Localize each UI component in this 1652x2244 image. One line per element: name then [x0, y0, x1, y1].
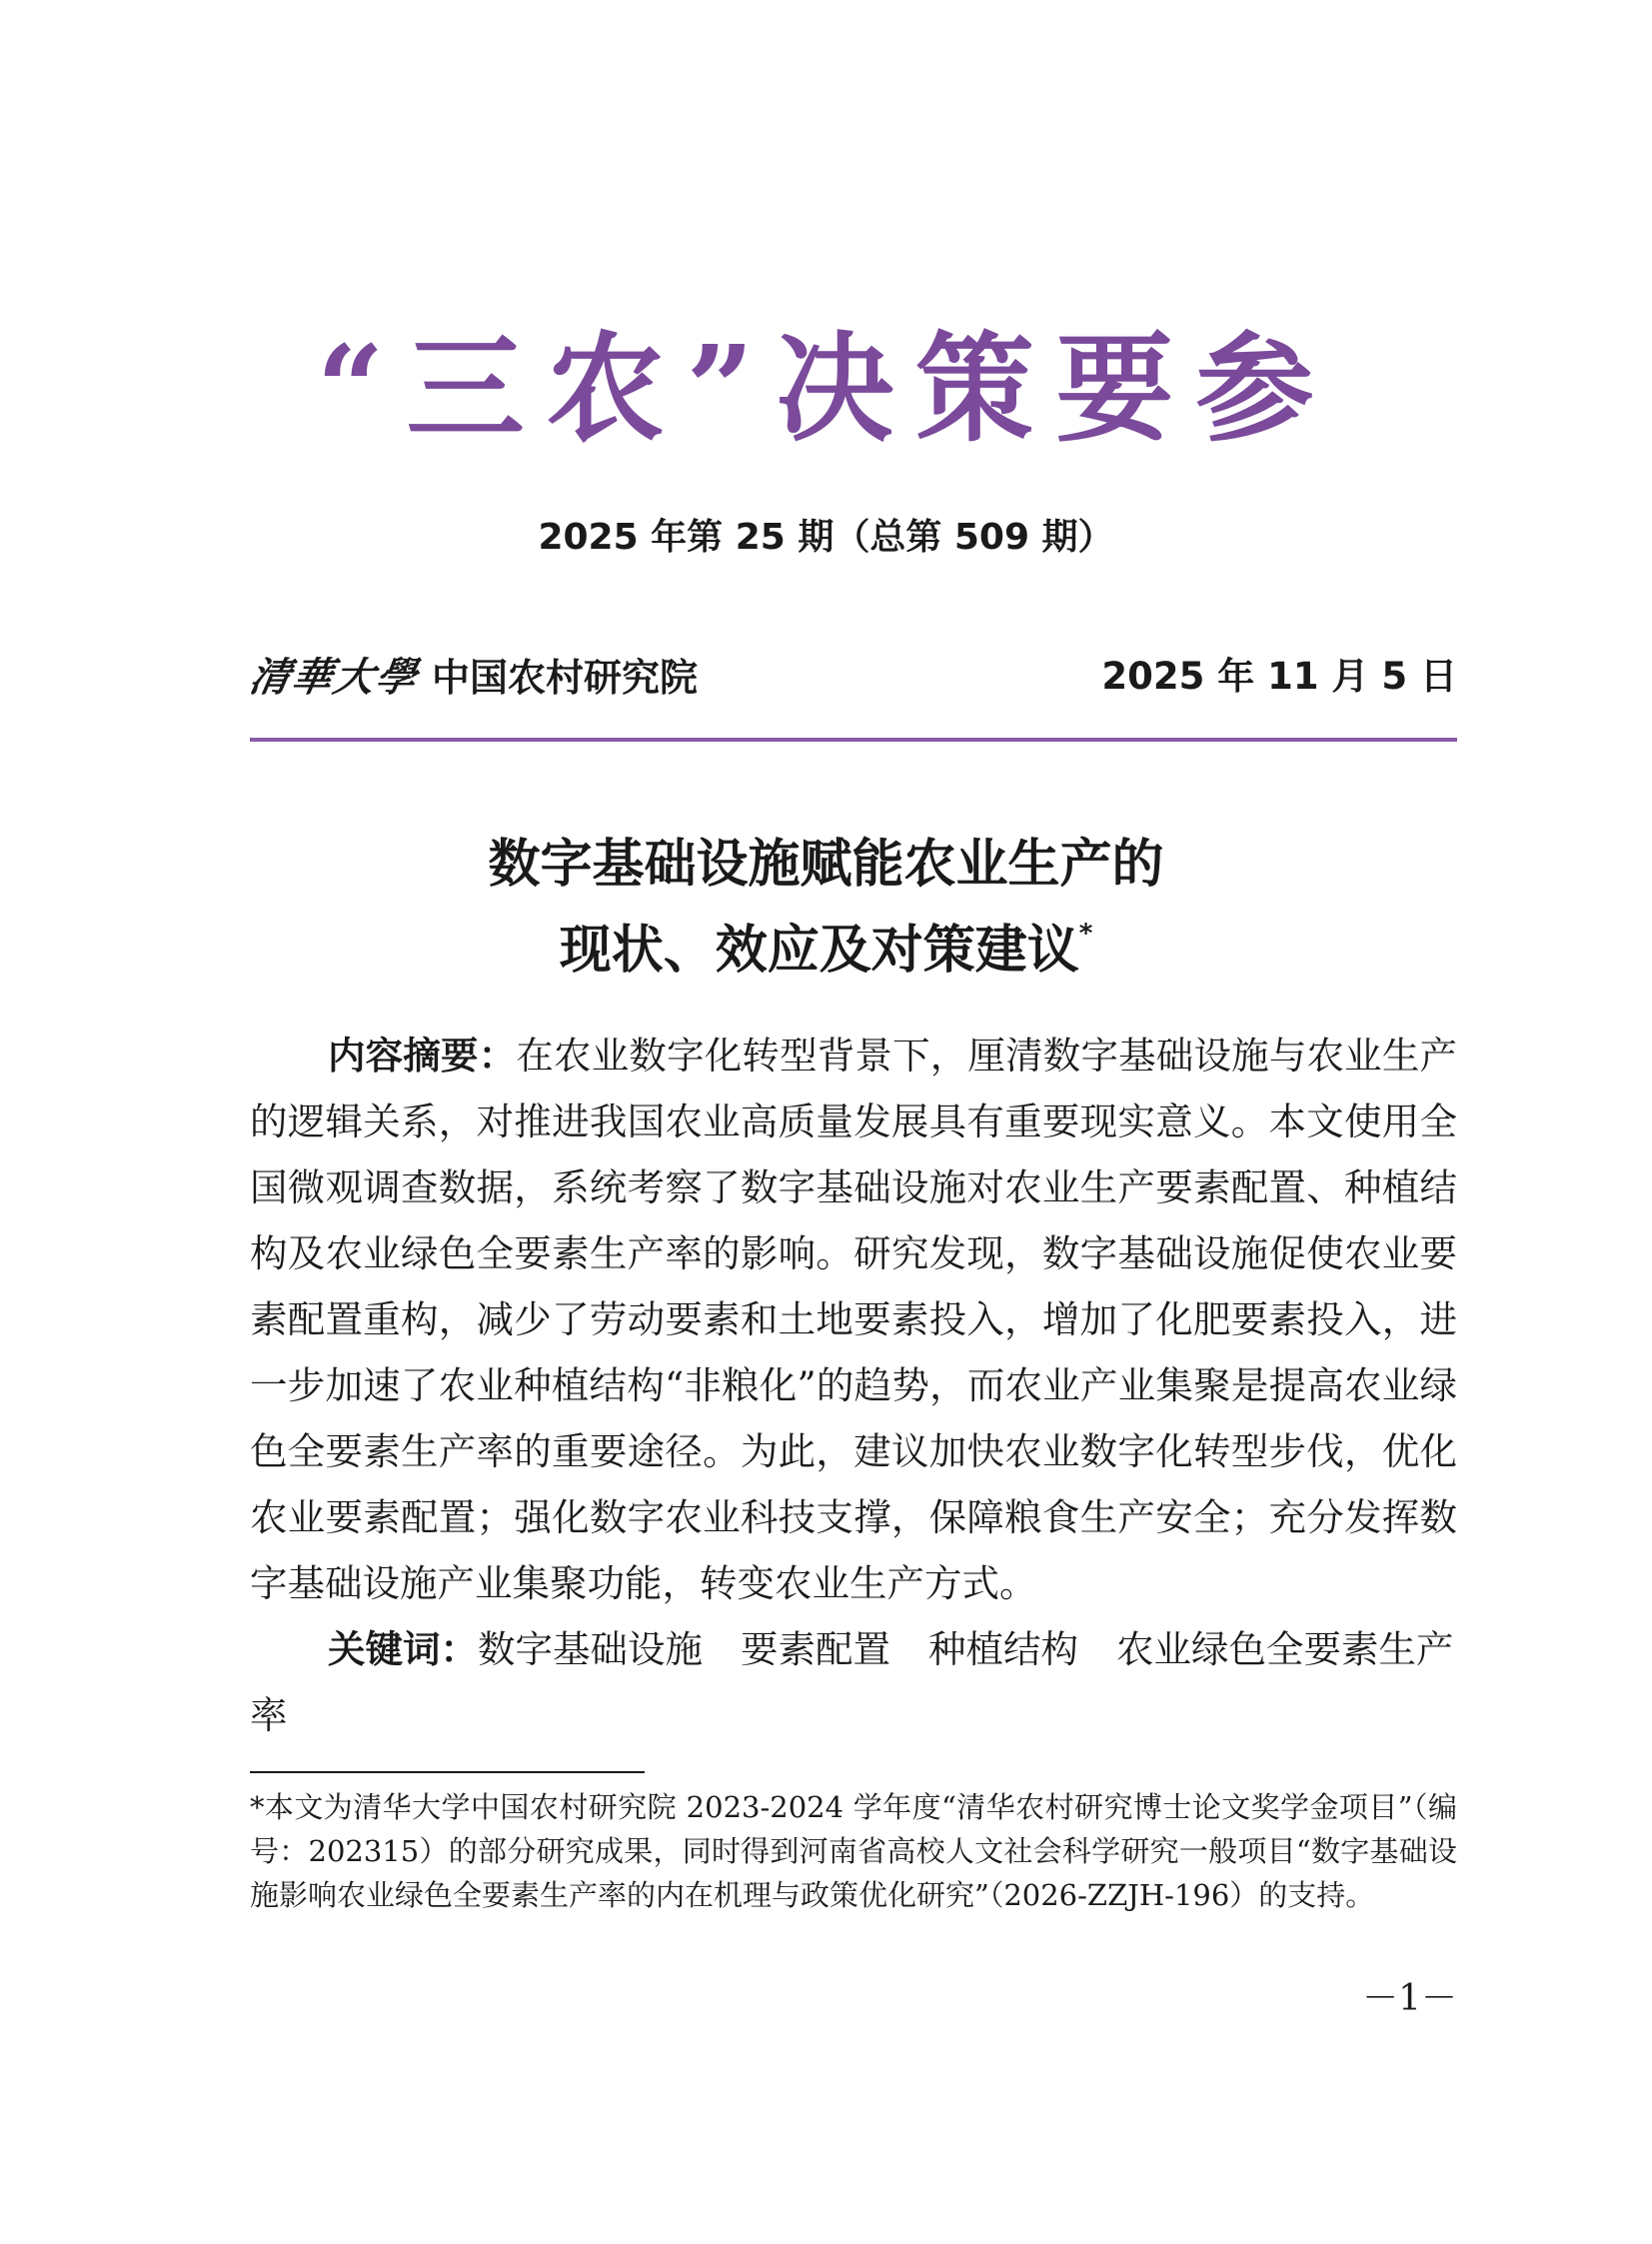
publication-date: 2025 年 11 月 5 日: [1101, 655, 1457, 698]
footnote-text: 本文为清华大学中国农村研究院 2023-2024 学年度“清华农村研究博士论文奖学金项目”（编号：202315）的部分研究成果，同时得到河南省高校人文社会科学研究一般项目“数字基础设施影响农业绿色全要素生产率的内在机理与政策优化研究”（2026-ZZJH-196）的支持。: [250, 1790, 1457, 1912]
masthead-title: “三农”决策要参: [316, 319, 1336, 458]
publisher-header: [245, 654, 1457, 718]
title-line-2-text: 现状、效应及对策建议: [559, 921, 1079, 981]
issue-number: 2025 年第 25 期（总第 509 期）: [538, 517, 1114, 558]
university-calligraphy-logo: 清華大學: [245, 654, 423, 701]
abstract-text: 在农业数字化转型背景下，厘清数字基础设施与农业生产的逻辑关系，对推进我国农业高质量发展具有重要现实意义。本文使用全国微观调查数据，系统考察了数字基础设施对农业生产要素配置、种植结构及农业绿色全要素生产率的影响。研究发现，数字基础设施促使农业要素配置重构，减少了劳动要素和土地要素投入，增加了化肥要素投入，进一步加速了农业种植结构“非粮化”的趋势，而农业产业集聚是提高农业绿色全要素生产率的重要途径。为此，建议加快农业数字化转型步伐，优化农业要素配置；强化数字农业科技支撑，保障粮食生产安全；充分发挥数字基础设施产业集聚功能，转变农业生产方式。: [250, 1034, 1458, 1605]
header-divider: [250, 738, 1457, 742]
footnote: [250, 1785, 1457, 1917]
institute-name: 中国农村研究院: [432, 656, 699, 700]
page-number: －1－: [1362, 1978, 1457, 2019]
keyword: 数字基础设施: [478, 1627, 703, 1671]
publisher: [245, 654, 699, 701]
footnote-divider: [250, 1771, 645, 1773]
keyword: 要素配置: [741, 1627, 890, 1671]
footnote-marker: *: [250, 1790, 265, 1824]
keyword: 种植结构: [928, 1627, 1078, 1671]
keyword: 农业绿色全要素生产率: [250, 1627, 1454, 1737]
abstract-label: 内容摘要：: [328, 1034, 517, 1078]
title-line-1: 数字基础设施赋能农业生产的: [488, 835, 1164, 895]
article-title: [0, 822, 1652, 994]
title-footnote-marker: *: [1078, 919, 1093, 949]
title-line-2: [0, 908, 1652, 994]
keywords: [250, 1616, 1457, 1748]
keywords-label: 关键词：: [328, 1627, 478, 1671]
abstract: [250, 1023, 1457, 1616]
